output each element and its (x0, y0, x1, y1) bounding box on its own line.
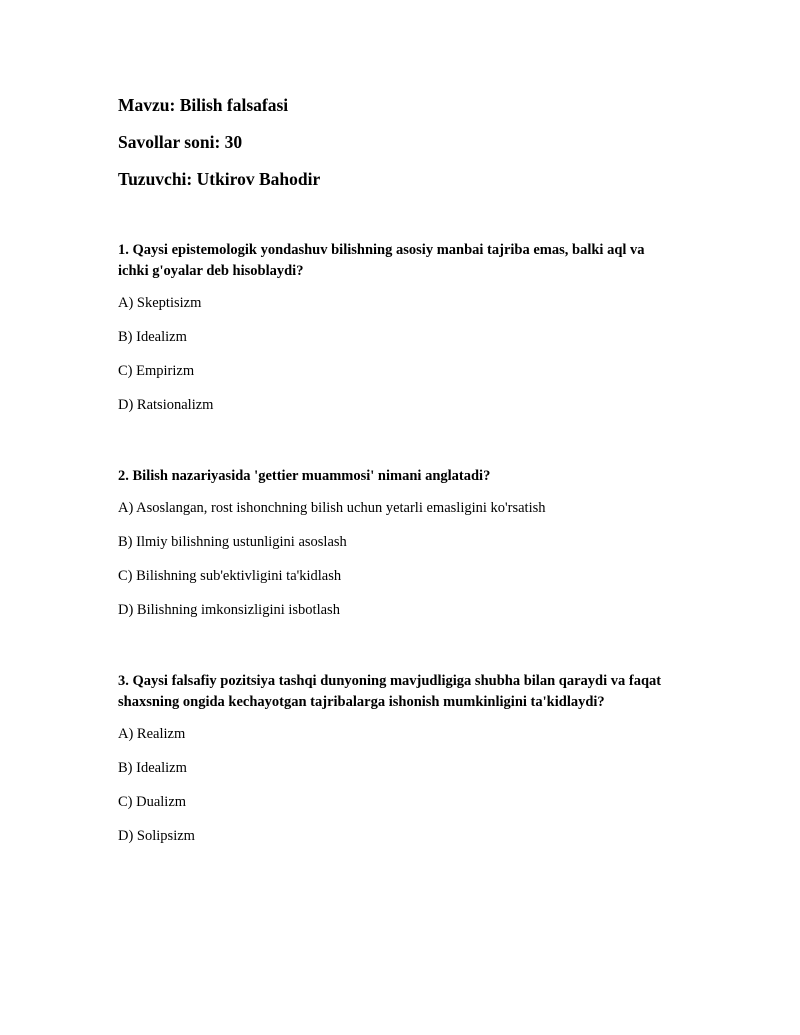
answer-option-c: C) Dualizm (118, 794, 187, 810)
answer-option-d: D) Solipsizm (118, 828, 195, 844)
answer-option-a: A) Asoslangan, rost ishonchning bilish uchun yetarli emasligini ko'rsatish (118, 500, 546, 516)
answer-option-c: C) Empirizm (118, 363, 195, 379)
question-2 (118, 466, 678, 621)
question-text: 1. Qaysi epistemologik yondashuv bilishning asosiy manbai tajriba emas, balki aql va ichki g'oyalar deb hisoblaydi? (118, 242, 645, 279)
question-1 (118, 240, 678, 416)
answer-option-c: C) Bilishning sub'ektivligini ta'kidlash (118, 568, 342, 584)
answer-option-b: B) Idealizm (118, 760, 187, 776)
topic-heading: Mavzu: Bilish falsafasi (118, 95, 289, 115)
document-page (118, 93, 678, 847)
answer-option-b: B) Idealizm (118, 329, 187, 345)
question-text: 3. Qaysi falsafiy pozitsiya tashqi dunyoning mavjudligiga shubha bilan qaraydi va faqat shaxsning ongida kechayotgan tajribalarga ishonish mumkinligini ta'kidlaydi? (118, 673, 662, 710)
question-count: Savollar soni: 30 (118, 132, 243, 152)
answer-option-b: B) Ilmiy bilishning ustunligini asoslash (118, 534, 347, 550)
question-3 (118, 671, 678, 847)
answer-option-d: D) Ratsionalizm (118, 397, 214, 413)
answer-option-a: A) Realizm (118, 726, 186, 742)
question-text: 2. Bilish nazariyasida 'gettier muammosi' nimani anglatadi? (118, 468, 491, 484)
answer-option-a: A) Skeptisizm (118, 295, 202, 311)
answer-option-d: D) Bilishning imkonsizligini isbotlash (118, 602, 340, 618)
author-line: Tuzuvchi: Utkirov Bahodir (118, 169, 321, 189)
